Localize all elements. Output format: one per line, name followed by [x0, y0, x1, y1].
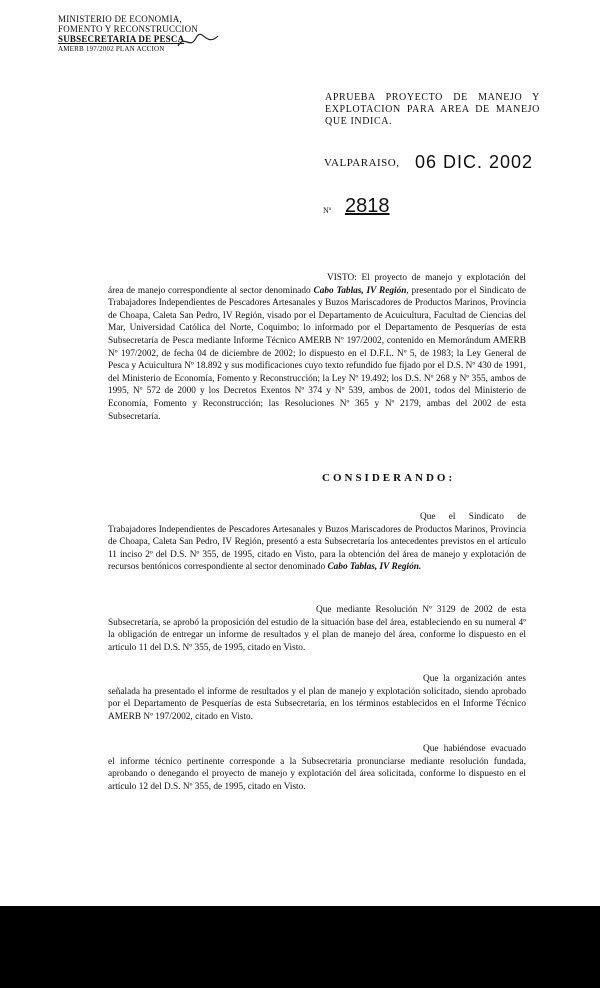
visto-lead: VISTO: El proyecto de manejo y explotación del área de manejo correspondiente al sector denominado	[108, 273, 526, 296]
letterhead-subsecretaria: SUBSECRETARIA DE PESCA	[58, 34, 185, 44]
resolution-subject: APRUEBA PROYECTO DE MANEJO Y EXPLOTACION PARA AREA DE MANEJO QUE INDICA.	[325, 92, 540, 127]
considerando-1-sector: Cabo Tablas, IV Región.	[327, 562, 422, 573]
letterhead-ministry: MINISTERIO DE ECONOMIA,	[58, 14, 182, 24]
letterhead-reference: AMERB 197/2002 PLAN ACCION	[58, 45, 165, 53]
letterhead-ministry-cont: FOMENTO Y RECONSTRUCCION	[58, 24, 198, 34]
visto-rest: , presentado por el Sindicato de Trabajadores Independientes de Pescadores Artesanales y Buzos Mariscadores de Productos Marinos, Provincia de Choapa, Caleta San Pedro, IV Región, visado por el Departamento de Acuicultura, Facultad de Ciencias del Mar, Universidad Católica del Norte, Coquimbo; lo informado por el Departamento de Pesquerías de esta Subsecretaría de Pesca mediante Informe Técnico AMERB Nº 197/2002, contenido en Memorándum AMERB Nº 197/2002, de fecha 04 de diciembre de 2002; lo dispuesto en el D.F.L. Nº 5, de 1983; la Ley General de Pesca y Acuicultura Nº 18.892 y sus modificaciones cuyo texto refundido fue fijado por el D.S. Nº 430 de 1991, del Ministerio de Economía, Fomento y Reconstrucción; la Ley Nº 19.492; los D.S. Nº 268 y Nº 355, ambos de 1995, Nº 572 de 2000 y los Decretos Exentos Nº 374 y Nº 539, ambos de 2001, todos del Ministerio de Economía, Fomento y Reconstrucción; las Resoluciones Nº 365 y Nº 2179, ambas del 2002 de esta Subsecretaría.	[108, 285, 527, 422]
considerando-1-lead: Que el Sindicato de Trabajadores Independientes de Pescadores Artesanales y Buzos Mariscadores de Productos Marinos, Provincia de Choapa, Caleta San Pedro, IV Región, presentó a esta Subsecretaría los antecedentes previstos en el artículo 11 inciso 2º del D.S. Nº 355, de 1995, citado en Visto, para la obtención del área de manejo y explotación de recursos bentónicos correspondiente al sector denominado	[108, 512, 526, 573]
visto-paragraph	[108, 272, 526, 423]
stamped-date: 06 DIC. 2002	[415, 152, 534, 172]
considerando-heading: CONSIDERANDO:	[322, 472, 456, 484]
considerando-2: Que mediante Resolución Nº 3129 de 2002 de esta Subsecretaría, se aprobó la proposición del estudio de la situación base del área, estableciendo en su numeral 4º la obligación de entregar un informe de resultados y el plan de manejo del área, conforme lo dispuesto en el artículo 11 del D.S. Nº 355, de 1995, citado en Visto.	[108, 605, 526, 653]
visto-sector: Cabo Tablas, IV Región	[313, 285, 407, 296]
resolution-number: 2818	[345, 195, 390, 217]
considerando-3: Que la organización antes señalada ha presentado el informe de resultados y el plan de manejo y explotación solicitado, siendo aprobado por el Departamento de Pesquerías de esta Subsecretaría, en los términos establecidos en el Informe Técnico AMERB Nº 197/2002, citado en Visto.	[108, 674, 526, 722]
place: VALPARAISO,	[324, 157, 400, 169]
handwritten-initials-icon	[176, 30, 220, 52]
number-label: Nº	[323, 206, 332, 215]
considerando-1	[108, 511, 526, 574]
considerando-4: Que habiéndose evacuado el informe técnico pertinente corresponde a la Subsecretaría pronunciarse mediante resolución fundada, aprobando o denegando el proyecto de manejo y explotación del área solicitada, conforme lo dispuesto en el artículo 12 del D.S. Nº 355, de 1995, citado en Visto.	[108, 744, 526, 792]
scan-black-border	[0, 906, 600, 988]
